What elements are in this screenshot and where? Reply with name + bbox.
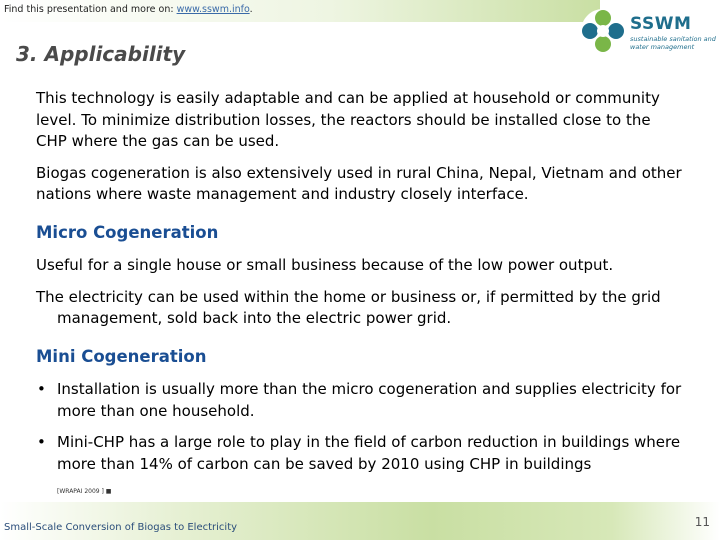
bullet-text: Installation is usually more than the micro cogeneration and supplies electricity for more than one household. (57, 380, 682, 420)
find-suffix: . (249, 4, 253, 15)
slide-title: 3. Applicability (16, 42, 186, 66)
find-presentation-text (4, 4, 253, 15)
list-item (36, 432, 686, 475)
intro-paragraph-2: Biogas cogeneration is also extensively used in rural China, Nepal, Vietnam and other nations where waste management and industry closely interface. (36, 163, 682, 203)
slide-content (36, 88, 686, 503)
reference-note: [WRAPAI 2009 ] ■ (57, 488, 112, 495)
micro-paragraph-1: Useful for a single house or small business because of the low power output. (36, 256, 614, 274)
find-prefix: Find this presentation and more on: (4, 4, 177, 15)
bullet-text: Mini-CHP has a large role to play in the field of carbon reduction in buildings where more than 14% of carbon can be saved by 2010 using CHP in buildings (57, 433, 681, 473)
intro-paragraph-1: This technology is easily adaptable and can be applied at household or community level. To minimize distribution losses, the reactors should be installed close to the CHP where the gas can be used. (36, 89, 660, 150)
logo-name: SSWM (630, 14, 692, 34)
sswm-logo (580, 6, 716, 56)
logo-tagline: sustainable sanitation and water management (630, 35, 716, 51)
micro-paragraph-2: The electricity can be used within the home or business or, if permitted by the grid management, sold back into the electric power grid. (36, 287, 661, 327)
sswm-link[interactable]: www.sswm.info (176, 4, 250, 15)
mini-cogeneration-heading: Mini Cogeneration (36, 346, 207, 366)
micro-cogeneration-heading: Micro Cogeneration (36, 222, 219, 242)
sswm-logo-icon (580, 8, 626, 54)
bottom-banner (0, 502, 720, 540)
mini-cogeneration-list (36, 379, 686, 475)
bullet-icon: • (37, 433, 46, 451)
page-number: 11 (694, 515, 710, 529)
bullet-icon: • (37, 380, 46, 398)
footer-title: Small-Scale Conversion of Biogas to Electricity (4, 522, 238, 533)
list-item (36, 379, 686, 422)
